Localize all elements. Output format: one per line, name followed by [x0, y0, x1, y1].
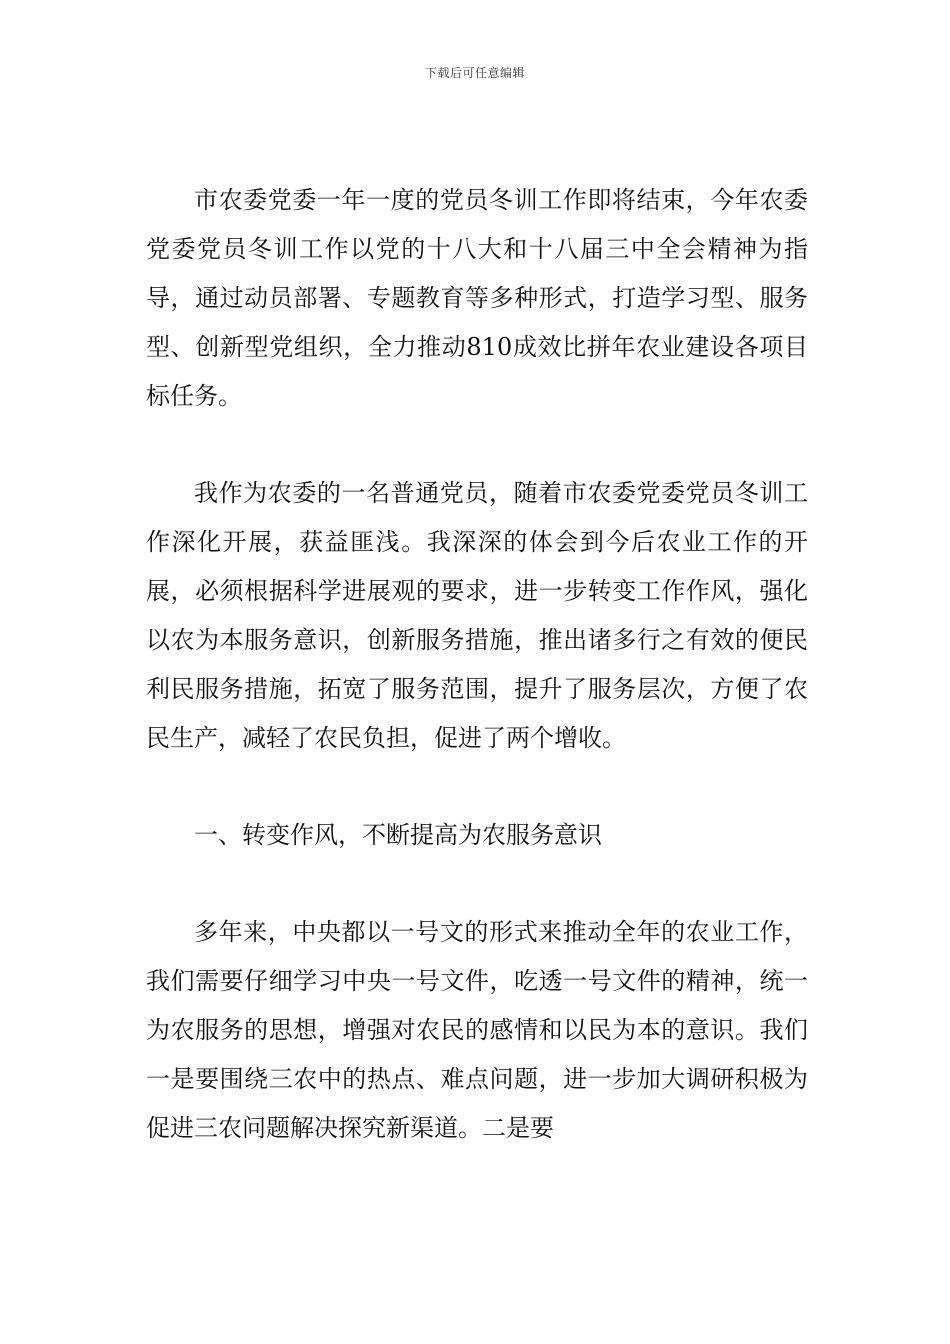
section-heading: 一、转变作风，不断提高为农服务意识	[194, 821, 602, 849]
page-header-note: 下载后可任意编辑	[424, 66, 525, 80]
body-paragraph-1: 市农委党委一年一度的党员冬训工作即将结束，今年农委党委党员冬训工作以党的十八大和十八届三中全会精神为指导，通过动员部署、专题教育等多种形式，打造学习型、服务型、创新型党组织，全力推动810成效比拼年农业建设各项目标任务。	[146, 186, 808, 410]
document-body	[146, 176, 808, 1153]
body-paragraph-2: 我作为农委的一名普通党员，随着市农委党委党员冬训工作深化开展，获益匪浅。我深深的体会到今后农业工作的开展，必须根据科学进展观的要求，进一步转变工作作风，强化以农为本服务意识，创新服务措施，推出诸多行之有效的便民利民服务措施，拓宽了服务范围，提升了服务层次，方便了农民生产，减轻了农民负担，促进了两个增收。	[146, 479, 808, 752]
body-paragraph-3: 多年来，中央都以一号文的形式来推动全年的农业工作，我们需要仔细学习中央一号文件，吃透一号文件的精神，统一为农服务的思想，增强对农民的感情和以民为本的意识。我们一是要围绕三农中的热点、难点问题，进一步加大调研积极为促进三农问题解决探究新渠道。二是要	[146, 918, 808, 1142]
